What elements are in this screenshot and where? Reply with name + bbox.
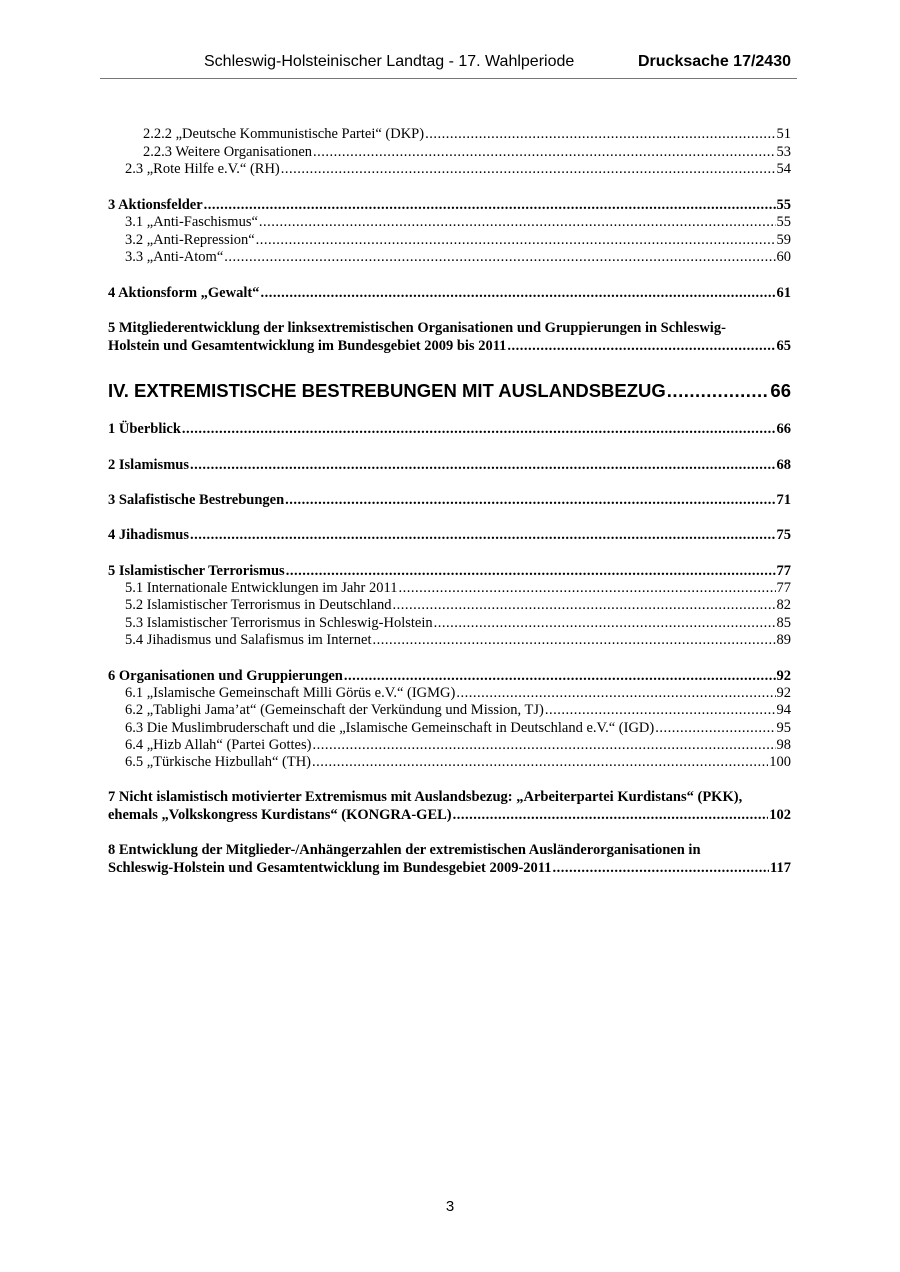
toc-entry-page: 98 [776, 737, 791, 753]
toc-entry-page: 100 [769, 754, 791, 770]
toc-entry-label: ehemals „Volkskongress Kurdistans“ (KONGRA-GEL) [108, 807, 452, 823]
dot-leader [425, 125, 775, 143]
dot-leader [285, 491, 775, 509]
toc-entry-label: 6.2 „Tablighi Jama’at“ (Gemeinschaft der Verkündung und Mission, TJ) [125, 702, 544, 718]
toc-entry-page: 82 [776, 597, 791, 613]
toc-entry-page: 66 [776, 421, 791, 437]
toc-entry[interactable] [108, 284, 791, 302]
toc-entry-page: 60 [776, 249, 791, 265]
toc-entry[interactable] [125, 160, 791, 178]
dot-leader [456, 684, 775, 702]
toc-entry-page: 117 [770, 860, 791, 876]
toc-entry-label: Holstein und Gesamtentwicklung im Bundesgebiet 2009 bis 2011 [108, 338, 507, 354]
toc-entry-label: 5.2 Islamistischer Terrorismus in Deutschland [125, 597, 392, 613]
toc-entry[interactable] [143, 125, 791, 143]
dot-leader [655, 719, 775, 737]
toc-entry[interactable] [125, 614, 791, 632]
toc-entry-label: 5 Islamistischer Terrorismus [108, 563, 285, 579]
toc-entry[interactable] [125, 719, 791, 737]
dot-leader [667, 379, 770, 403]
toc-entry-page: 68 [776, 457, 791, 473]
toc-entry-page: 55 [776, 197, 791, 213]
toc-entry-page: 92 [776, 685, 791, 701]
dot-leader [260, 284, 775, 302]
toc-entry-page: 89 [776, 632, 791, 648]
dot-leader [224, 248, 775, 266]
toc-entry-label: 4 Aktionsform „Gewalt“ [108, 285, 260, 301]
page-number: 3 [445, 1198, 455, 1215]
toc-entry[interactable] [125, 736, 791, 754]
dot-leader [259, 213, 776, 231]
toc-entry-label: IV. EXTREMISTISCHE BESTREBUNGEN MIT AUSLANDSBEZUG [108, 380, 666, 401]
toc-entry-line: 8 Entwicklung der Mitglieder-/Anhängerzahlen der extremistischen Ausländerorganisationen in [108, 842, 701, 858]
toc-entry-page: 61 [776, 285, 791, 301]
toc-entry-page: 65 [776, 338, 791, 354]
toc-entry-label: 5.3 Islamistischer Terrorismus in Schleswig-Holstein [125, 615, 433, 631]
toc-entry[interactable] [108, 859, 791, 877]
toc-entry-page: 54 [776, 161, 791, 177]
toc-entry-label: 6.1 „Islamische Gemeinschaft Milli Görüs e.V.“ (IGMG) [125, 685, 456, 701]
dot-leader [372, 631, 775, 649]
toc-entry-page: 53 [776, 144, 791, 160]
toc-entry-page: 51 [776, 126, 791, 142]
toc-entry-label: 6.3 Die Muslimbruderschaft und die „Islamische Gemeinschaft in Deutschland e.V.“ (IGD) [125, 720, 655, 736]
toc-entry-label: Schleswig-Holstein und Gesamtentwicklung im Bundesgebiet 2009-2011 [108, 860, 552, 876]
toc-entry-label: 3 Aktionsfelder [108, 197, 203, 213]
toc-entry-page: 59 [776, 232, 791, 248]
toc-entry-page: 71 [776, 492, 791, 508]
toc-entry-label: 6.5 „Türkische Hizbullah“ (TH) [125, 754, 312, 770]
toc-entry[interactable] [125, 248, 791, 266]
toc-entry[interactable] [125, 631, 791, 649]
toc-entry-label: 3.2 „Anti-Repression“ [125, 232, 255, 248]
toc-entry-page: 66 [770, 380, 791, 401]
toc-entry-label: 5.4 Jihadismus und Salafismus im Internet [125, 632, 372, 648]
toc-entry-page: 95 [776, 720, 791, 736]
toc-entry-page: 75 [776, 527, 791, 543]
toc-entry-page: 77 [776, 563, 791, 579]
dot-leader [312, 736, 775, 754]
dot-leader [344, 667, 776, 685]
page-header [100, 52, 797, 79]
dot-leader [256, 231, 776, 249]
toc-entry[interactable] [143, 143, 791, 161]
toc-entry[interactable] [108, 806, 791, 824]
toc-entry[interactable] [108, 420, 791, 438]
header-title: Schleswig-Holsteinischer Landtag - 17. Wahlperiode [204, 53, 575, 70]
dot-leader [312, 753, 768, 771]
toc-entry-label: 3 Salafistische Bestrebungen [108, 492, 285, 508]
toc-entry[interactable] [125, 231, 791, 249]
dot-leader [204, 196, 776, 214]
toc-entry-page: 92 [776, 668, 791, 684]
toc-entry-page: 94 [776, 702, 791, 718]
toc-entry[interactable] [108, 491, 791, 509]
toc-entry-label: 2 Islamismus [108, 457, 189, 473]
toc-entry-label: 6.4 „Hizb Allah“ (Partei Gottes) [125, 737, 312, 753]
toc-entry[interactable] [108, 337, 791, 355]
toc-entry[interactable] [125, 701, 791, 719]
dot-leader [281, 160, 776, 178]
toc-entry-label: 2.2.2 „Deutsche Kommunistische Partei“ (DKP) [143, 126, 425, 142]
toc-entry-line: 5 Mitgliederentwicklung der linksextremistischen Organisationen und Gruppierungen in Schleswig- [108, 320, 726, 336]
toc-entry-page: 102 [769, 807, 791, 823]
toc-entry[interactable] [108, 526, 791, 544]
toc-entry-page: 85 [776, 615, 791, 631]
toc-entry[interactable] [108, 196, 791, 214]
toc-entry[interactable] [125, 579, 791, 597]
dot-leader [507, 337, 775, 355]
toc-entry-page: 77 [776, 580, 791, 596]
toc-entry-label: 3.3 „Anti-Atom“ [125, 249, 224, 265]
toc-entry-page: 55 [776, 214, 791, 230]
toc-entry[interactable] [125, 753, 791, 771]
toc-entry[interactable] [108, 562, 791, 580]
dot-leader [434, 614, 776, 632]
toc-entry-line: 7 Nicht islamistisch motivierter Extremismus mit Auslandsbezug: „Arbeiterpartei Kurdistans“ (PKK), [108, 789, 743, 805]
dot-leader [393, 596, 776, 614]
dot-leader [553, 859, 770, 877]
dot-leader [190, 456, 776, 474]
dot-leader [545, 701, 776, 719]
toc-entry-label: 2.2.3 Weitere Organisationen [143, 144, 313, 160]
dot-leader [398, 579, 775, 597]
toc-entry-label: 1 Überblick [108, 421, 181, 437]
dot-leader [182, 420, 776, 438]
toc-entry-label: 5.1 Internationale Entwicklungen im Jahr 2011 [125, 580, 398, 596]
toc-entry-label: 4 Jihadismus [108, 527, 189, 543]
dot-leader [190, 526, 776, 544]
toc-entry-label: 3.1 „Anti-Faschismus“ [125, 214, 258, 230]
dot-leader [286, 562, 776, 580]
toc-entry[interactable] [108, 667, 791, 685]
toc-entry[interactable] [125, 596, 791, 614]
toc-entry[interactable] [125, 684, 791, 702]
toc-entry[interactable] [125, 213, 791, 231]
toc-entry-label: 2.3 „Rote Hilfe e.V.“ (RH) [125, 161, 280, 177]
dot-leader [313, 143, 775, 161]
header-doc-number: Drucksache 17/2430 [638, 53, 791, 70]
toc-entry-label: 6 Organisationen und Gruppierungen [108, 668, 343, 684]
toc-entry[interactable] [108, 456, 791, 474]
toc-entry[interactable] [108, 379, 791, 403]
dot-leader [453, 806, 769, 824]
